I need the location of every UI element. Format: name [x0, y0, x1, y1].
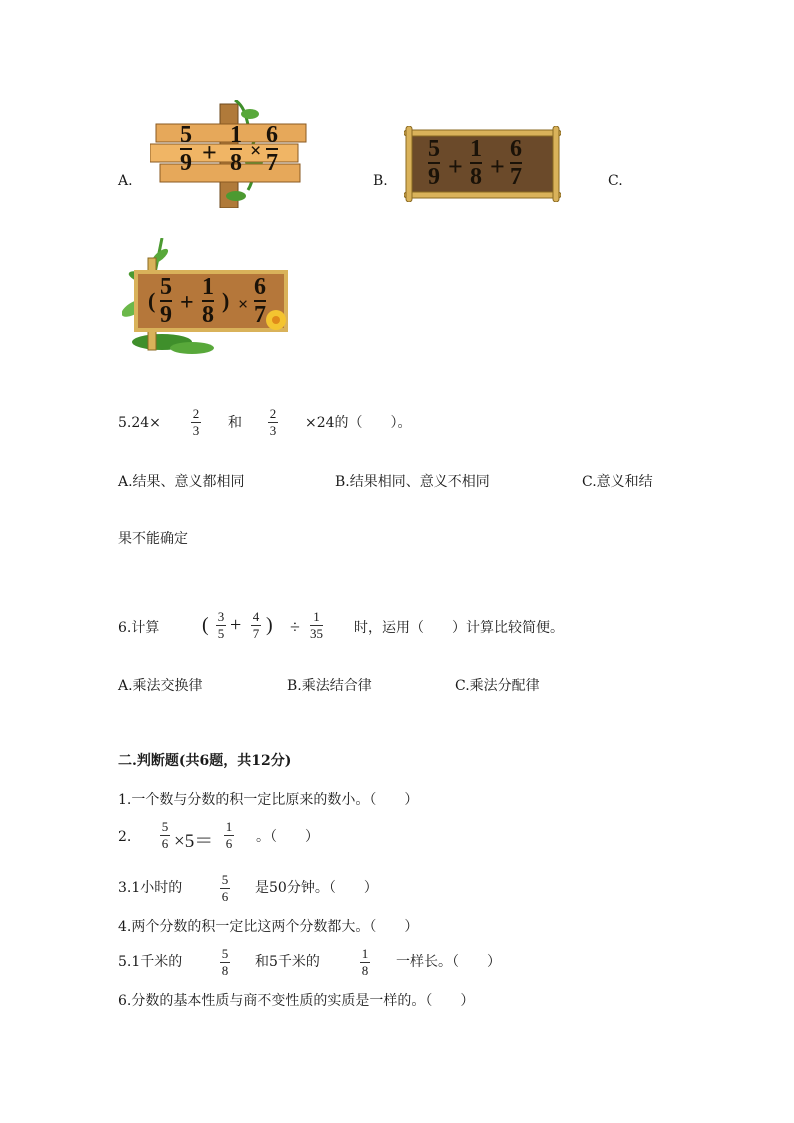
judge-item-5-suffix: 一样长。（ ）: [396, 954, 501, 970]
judge-item-5-prefix: 5.1千米的: [118, 954, 183, 970]
judge-item-2-fraction-1: 5 6: [161, 819, 169, 851]
sign-b-fraction-3: 6 7: [510, 136, 522, 190]
sign-c-left-paren: (: [148, 288, 156, 313]
sign-a-operator-2: ×: [250, 140, 262, 162]
q6-option-a: A.乘法交换律: [118, 678, 203, 694]
sign-b-fraction-1: 5 9: [428, 136, 440, 190]
q5-fraction-2: 2 3: [269, 406, 277, 438]
q5-option-b: B.结果相同、意义不相同: [335, 474, 490, 490]
option-b-label: B.: [373, 173, 388, 189]
judge-item-5-mid: 和5千米的: [255, 954, 320, 970]
sign-b-fraction-2: 1 8: [470, 136, 482, 190]
q5-option-c-line1: C.意义和结: [582, 474, 653, 490]
sign-c-right-paren: ): [222, 288, 230, 313]
sign-a-operator-1: +: [202, 138, 217, 167]
judge-item-2-fraction-2: 1 6: [225, 819, 233, 851]
judge-item-2-mid: ×5＝: [174, 831, 214, 852]
q5-prefix: 5.24×: [118, 415, 161, 431]
option-c-label: C.: [608, 173, 623, 189]
q6-fraction-2: 4 7: [252, 609, 260, 641]
sign-c-fraction-2: 1 8: [202, 274, 214, 328]
q5-option-c-line2: 果不能确定: [118, 531, 188, 547]
judge-item-5-fraction-2: 1 8: [361, 946, 369, 978]
sign-b-operator-2: +: [490, 152, 505, 181]
judge-item-3-prefix: 3.1小时的: [118, 880, 183, 896]
q6-prefix: 6.计算: [118, 620, 160, 636]
judge-item-2-prefix: 2.: [118, 829, 132, 845]
section-2-heading: 二.判断题(共6题，共12分): [118, 753, 292, 769]
judge-item-1: 1.一个数与分数的积一定比原来的数小。（ ）: [118, 792, 419, 808]
option-a-label: A.: [118, 173, 133, 189]
signboard-image-b: [404, 126, 561, 202]
q6-suffix: 时，运用（ ）计算比较简便。: [354, 620, 564, 636]
q6-divide-sign: ÷: [290, 617, 300, 637]
sign-a-fraction-3: 6 7: [266, 122, 278, 176]
judge-item-3-fraction: 5 6: [221, 872, 229, 904]
sign-c-operator-1: +: [180, 290, 194, 316]
judge-item-3-suffix: 是50分钟。（ ）: [255, 880, 378, 896]
sign-c-fraction-1: 5 9: [160, 274, 172, 328]
q6-fraction-1: 3 5: [217, 609, 225, 641]
q6-option-c: C.乘法分配律: [455, 678, 540, 694]
judge-item-2-suffix: 。（ ）: [256, 829, 319, 845]
sign-b-operator-1: +: [448, 152, 463, 181]
q6-fraction-3: 1 35: [310, 609, 323, 641]
q6-right-paren: ): [266, 614, 273, 636]
q5-mid-text: 和: [228, 415, 242, 431]
q6-left-paren: (: [202, 614, 209, 636]
judge-item-6: 6.分数的基本性质与商不变性质的实质是一样的。（ ）: [118, 993, 475, 1009]
sign-c-operator-2: ×: [238, 294, 249, 314]
q5-suffix: ×24的（ ）。: [305, 415, 412, 431]
signboard-image-c: [122, 238, 290, 356]
sign-a-fraction-2: 1 8: [230, 122, 242, 176]
q5-option-a: A.结果、意义都相同: [118, 474, 245, 490]
q6-plus-sign: +: [230, 614, 242, 636]
q6-option-b: B.乘法结合律: [287, 678, 372, 694]
judge-item-5-fraction-1: 5 8: [221, 946, 229, 978]
sign-a-fraction-1: 5 9: [180, 122, 192, 176]
signpost-image-a: [150, 100, 310, 208]
sign-c-fraction-3: 6 7: [254, 274, 266, 328]
judge-item-4: 4.两个分数的积一定比这两个分数都大。（ ）: [118, 919, 419, 935]
q5-fraction-1: 2 3: [192, 406, 200, 438]
